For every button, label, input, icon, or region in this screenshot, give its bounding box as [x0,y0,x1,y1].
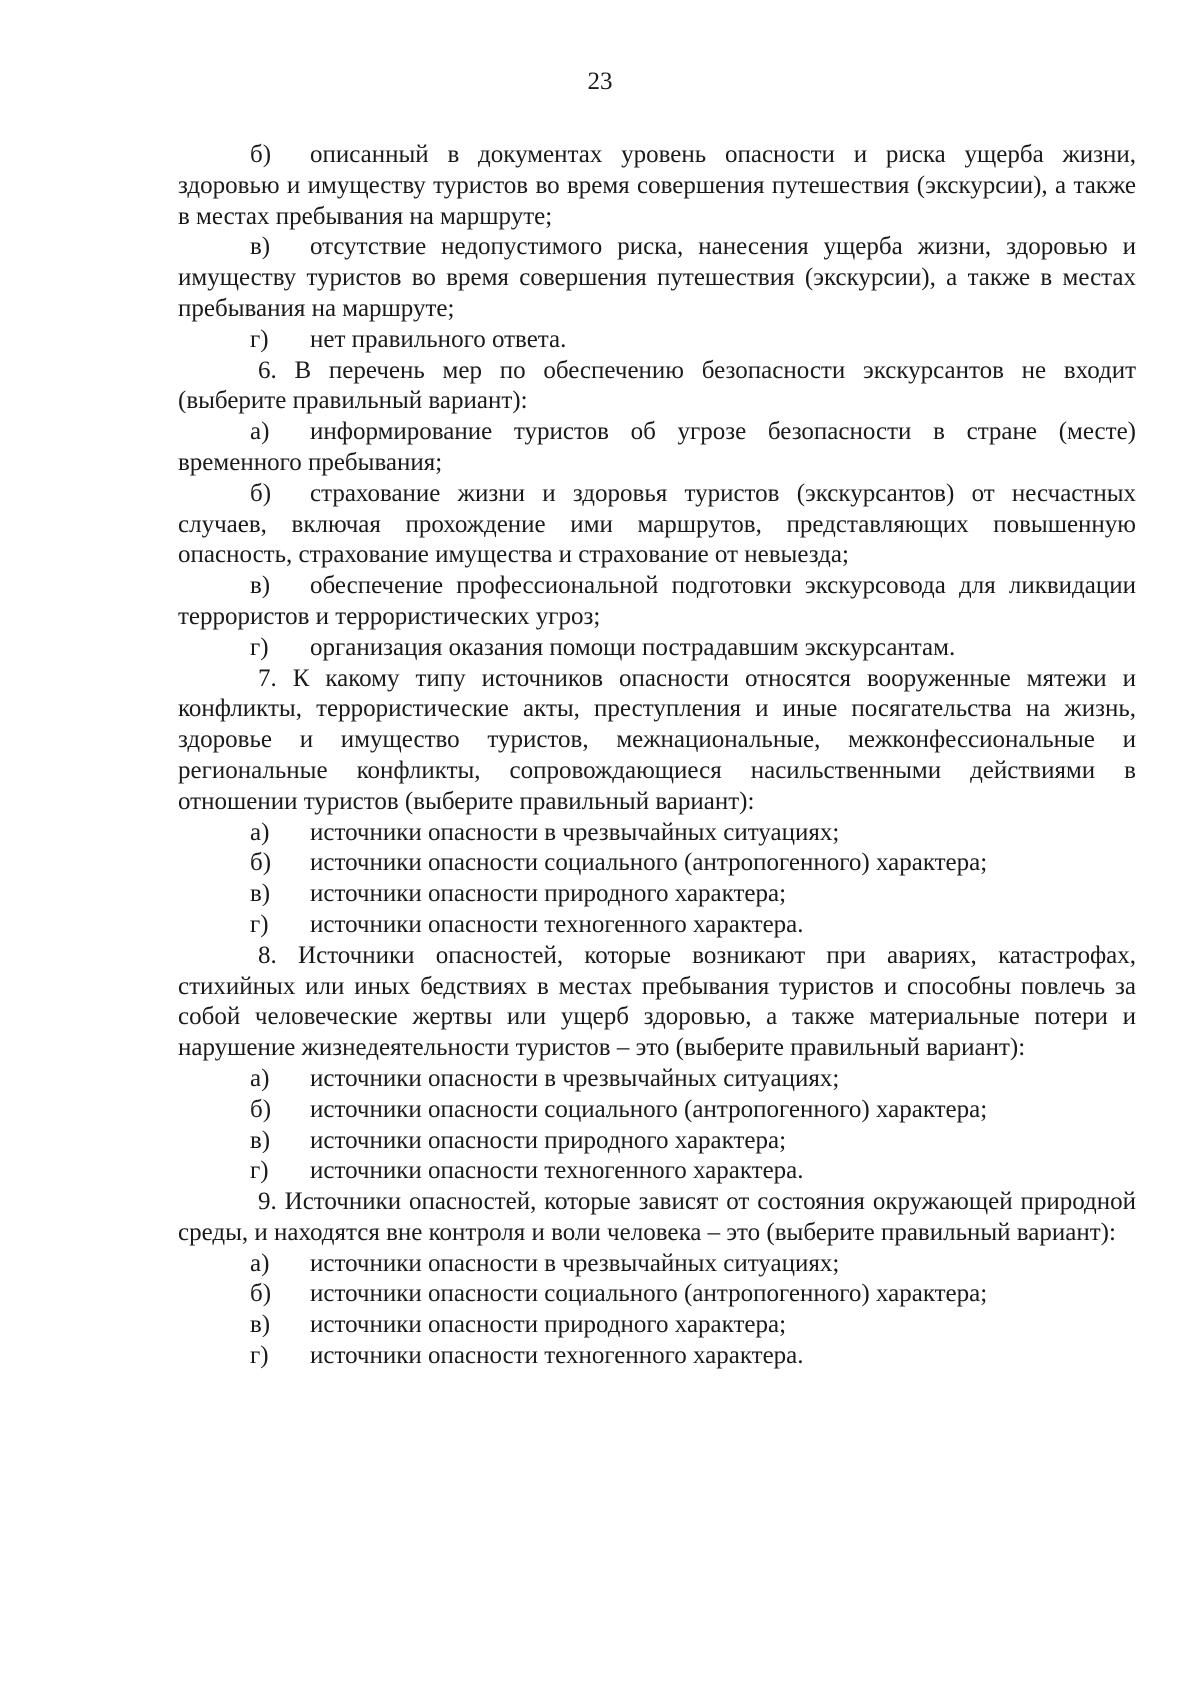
answer-option [178,1341,1136,1372]
option-text: описанный в документах уровень опасности и риска ущерба жизни, здоровью и имуществу туристов во время совершения путешествия (экскурсии), а также в местах пребывания на маршруте; [178,141,1136,230]
option-letter: б) [250,479,272,507]
option-letter: в) [250,572,271,600]
answer-option [178,1310,1136,1341]
option-text: организация оказания помощи пострадавшим экскурсантам. [310,633,956,661]
document-body [178,140,1136,1372]
page-number: 23 [587,68,613,95]
option-letter: б) [250,1280,272,1308]
question-paragraph: 6. В перечень мер по обеспечению безопасности экскурсантов не входит (выберите правильный вариант): [178,356,1136,415]
answer-option [178,879,1136,910]
option-text: источники опасности социального (антропогенного) характера; [310,849,988,877]
question-paragraph: 9. Источники опасностей, которые зависят от состояния окружающей природной среды, и находятся вне контроля и воли человека – это (выберите правильный вариант): [178,1188,1136,1246]
answer-option [178,417,1136,479]
answer-option [178,1126,1136,1157]
answer-option [178,1064,1136,1095]
answer-option [178,571,1136,633]
question-paragraph: 8. Источники опасностей, которые возникают при авариях, катастрофах, стихийных или иных бедствиях в местах пребывания туристов и способны повлечь за собой человеческие жертвы или ущерб здоровью, а также материальные потери и нарушение жизнедеятельности туристов – это (выберите правильный вариант): [178,941,1136,1062]
answer-option [178,232,1136,324]
option-letter: а) [250,418,270,446]
option-text: источники опасности природного характера; [310,880,787,908]
answer-option [178,1095,1136,1126]
option-text: обеспечение профессиональной подготовки экскурсовода для ликвидации террористов и террористических угроз; [178,572,1136,630]
option-text: источники опасности техногенного характера. [310,1157,804,1185]
option-letter: б) [250,1095,272,1123]
option-letter: б) [250,141,272,168]
answer-option [178,818,1136,849]
option-text: источники опасности в чрезвычайных ситуациях; [310,1249,840,1277]
option-text: страхование жизни и здоровья туристов (экскурсантов) от несчастных случаев, включая прохождение ими маршрутов, представляющих повышенную опасность, страхование имущества и страхование от невыезда; [178,479,1136,569]
answer-option [178,1279,1136,1310]
answer-option [178,140,1136,232]
option-letter: а) [250,1249,270,1277]
option-text: источники опасности социального (антропогенного) характера; [310,1095,988,1123]
answer-option [178,910,1136,941]
answer-option [178,848,1136,879]
answer-option [178,1156,1136,1187]
answer-option [178,633,1136,664]
option-text: источники опасности социального (антропогенного) характера; [310,1280,988,1308]
option-letter: в) [250,1126,271,1154]
option-letter: в) [250,880,271,908]
answer-option [178,1249,1136,1280]
option-text: источники опасности в чрезвычайных ситуациях; [310,818,840,846]
answer-option [178,325,1136,356]
option-letter: г) [250,1157,269,1185]
option-letter: г) [250,1342,269,1370]
option-letter: в) [250,1311,271,1339]
answer-option [178,479,1136,571]
option-text: источники опасности природного характера; [310,1311,787,1339]
option-text: отсутствие недопустимого риска, нанесения ущерба жизни, здоровью и имуществу туристов во время совершения путешествия (экскурсии), а также в местах пребывания на маршруте; [178,233,1136,322]
option-text: нет правильного ответа. [310,325,567,353]
option-letter: б) [250,849,272,877]
question-paragraph: 7. К какому типу источников опасности относятся вооруженные мятежи и конфликты, террористические акты, преступления и иные посягательства на жизнь, здоровье и имущество туристов, межнациональные, межконфессиональные и региональные конфликты, сопровождающиеся насильственными действиями в отношении туристов (выберите правильный вариант): [178,664,1136,815]
option-letter: г) [250,325,269,353]
option-letter: г) [250,910,269,938]
option-letter: г) [250,633,269,661]
option-text: источники опасности техногенного характера. [310,1342,804,1370]
option-letter: а) [250,818,270,846]
option-letter: в) [250,233,271,261]
option-text: источники опасности в чрезвычайных ситуациях; [310,1064,840,1092]
option-text: информирование туристов об угрозе безопасности в стране (месте) временного пребывания; [178,418,1136,476]
option-text: источники опасности природного характера; [310,1126,787,1154]
option-text: источники опасности техногенного характера. [310,910,804,938]
option-letter: а) [250,1064,270,1092]
